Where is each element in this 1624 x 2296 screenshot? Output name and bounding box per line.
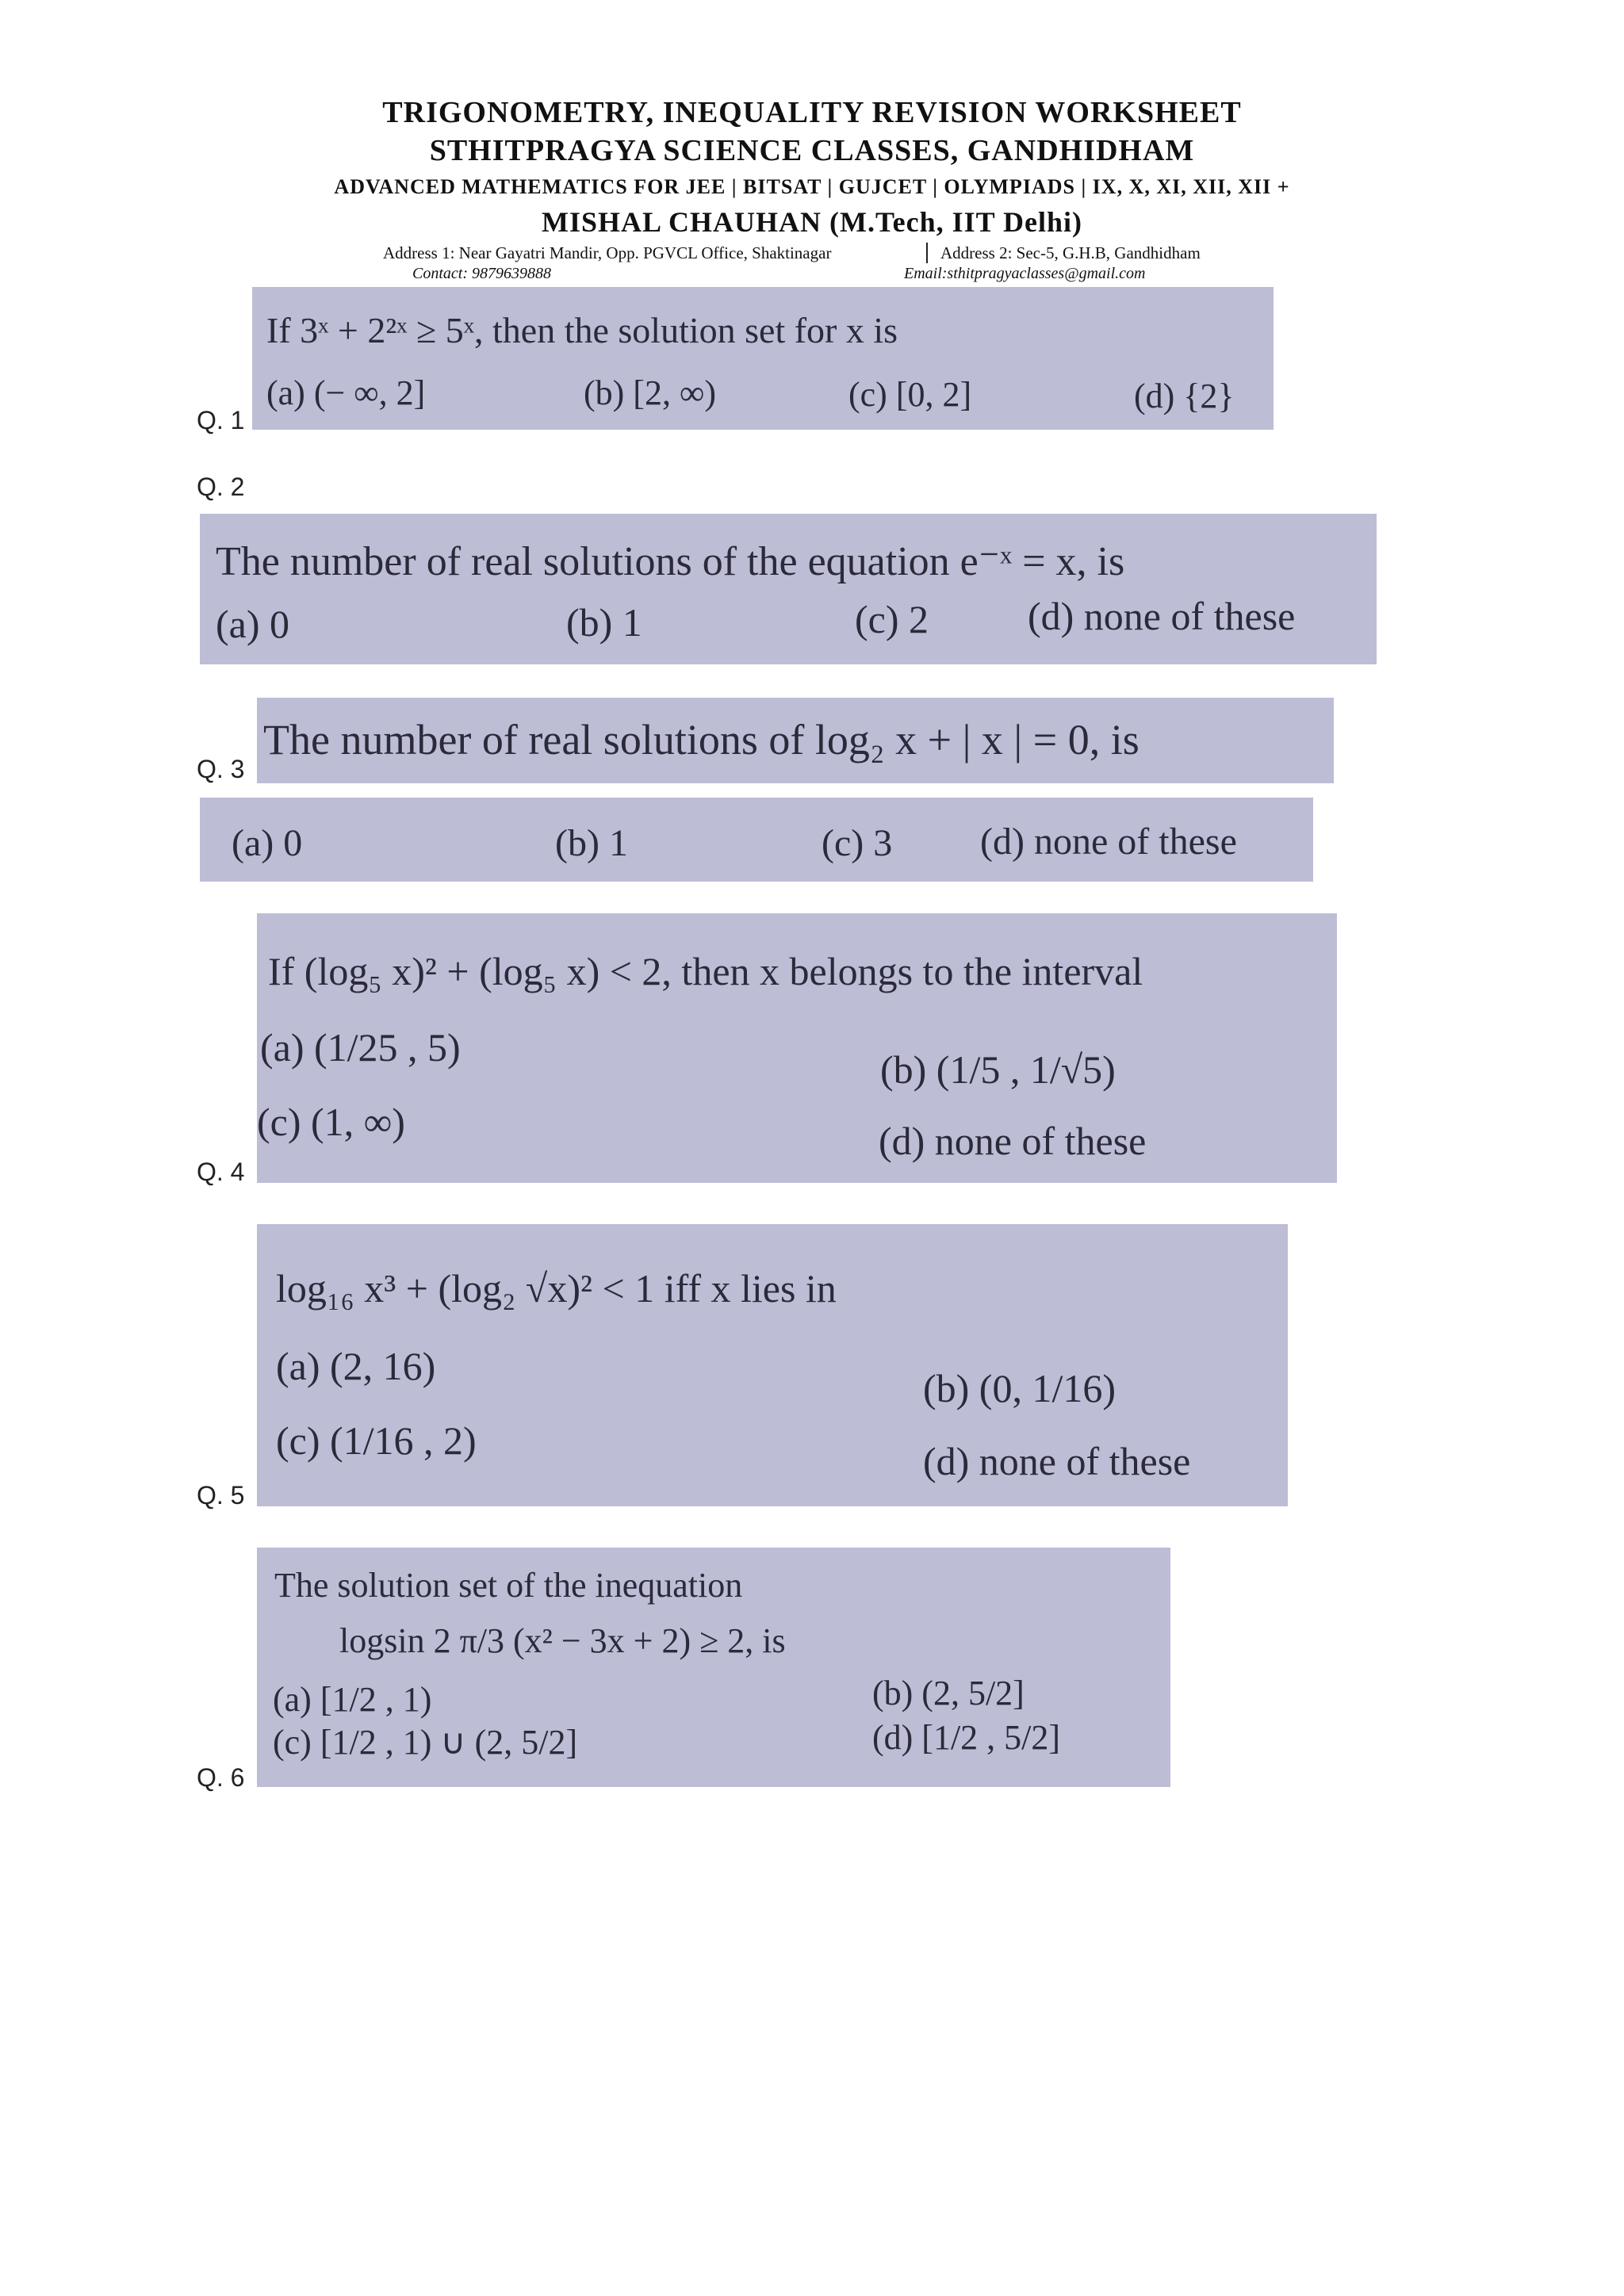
question-6-stem: The solution set of the inequation bbox=[274, 1566, 743, 1605]
courses-line: ADVANCED MATHEMATICS FOR JEE | BITSAT | GUJCET | OLYMPIADS | IX, X, XI, XII, XII + bbox=[334, 175, 1290, 198]
address-2: Address 2: Sec-5, G.H.B, Gandhidham bbox=[940, 243, 1201, 262]
question-3-option-b: (b) 1 bbox=[555, 822, 628, 864]
question-2-image bbox=[200, 514, 1377, 664]
question-6-option-b: (b) (2, 5/2] bbox=[872, 1674, 1025, 1712]
question-1-stem: If 3ˣ + 2²ˣ ≥ 5ˣ, then the solution set for x is bbox=[266, 310, 898, 350]
worksheet-title: TRIGONOMETRY, INEQUALITY REVISION WORKSHEET bbox=[382, 96, 1242, 129]
question-5-option-d: (d) none of these bbox=[923, 1439, 1191, 1483]
question-label: Q. 1 bbox=[197, 406, 245, 434]
worksheet-header bbox=[0, 94, 1624, 241]
question-2-stem: The number of real solutions of the equation e⁻ˣ = x, is bbox=[216, 539, 1125, 584]
question-4-option-b: (b) (1/5 , 1/√5) bbox=[880, 1047, 1116, 1092]
contact-number: Contact: 9879639888 bbox=[412, 265, 551, 282]
contact-email: Email:sthitpragyaclasses@gmail.com bbox=[904, 265, 1146, 282]
teacher-name: MISHAL CHAUHAN (M.Tech, IIT Delhi) bbox=[541, 206, 1083, 238]
question-5-option-b: (b) (0, 1/16) bbox=[923, 1366, 1116, 1410]
question-2-option-a: (a) 0 bbox=[216, 602, 289, 646]
question-label: Q. 3 bbox=[197, 755, 245, 783]
question-label: Q. 6 bbox=[197, 1763, 245, 1792]
question-6-option-c: (c) [1/2 , 1) ∪ (2, 5/2] bbox=[273, 1723, 578, 1762]
question-1-option-b: (b) [2, ∞) bbox=[584, 373, 716, 412]
question-3-stem: The number of real solutions of log₂ x + | x | = 0, is bbox=[263, 716, 1139, 763]
question-2-option-c: (c) 2 bbox=[855, 597, 929, 641]
question-4-image bbox=[257, 913, 1337, 1183]
question-6-image bbox=[257, 1548, 1170, 1787]
question-2-option-d: (d) none of these bbox=[1028, 594, 1296, 638]
question-2-option-b: (b) 1 bbox=[566, 600, 642, 645]
question-4-option-a: (a) (1/25 , 5) bbox=[260, 1025, 461, 1070]
question-3-option-c: (c) 3 bbox=[822, 822, 893, 864]
question-5-image bbox=[257, 1224, 1288, 1506]
institute-name: STHITPRAGYA SCIENCE CLASSES, GANDHIDHAM bbox=[429, 134, 1195, 167]
question-label: Q. 4 bbox=[197, 1158, 245, 1186]
question-6-stem-line2: logsin 2 π/3 (x² − 3x + 2) ≥ 2, is bbox=[339, 1621, 786, 1660]
question-1-image bbox=[252, 287, 1274, 430]
question-4-stem: If (log₅ x)² + (log₅ x) < 2, then x belongs to the interval bbox=[268, 949, 1143, 993]
question-3-option-d: (d) none of these bbox=[980, 821, 1237, 863]
question-5-option-c: (c) (1/16 , 2) bbox=[276, 1418, 477, 1463]
question-1-option-d: (d) {2} bbox=[1134, 377, 1235, 415]
question-3-options-image bbox=[200, 798, 1313, 882]
question-3-stem-image bbox=[257, 698, 1334, 783]
question-4-option-d: (d) none of these bbox=[879, 1119, 1147, 1163]
question-6-option-d: (d) [1/2 , 5/2] bbox=[872, 1718, 1061, 1757]
question-label: Q. 5 bbox=[197, 1481, 245, 1510]
question-1-option-a: (a) (− ∞, 2] bbox=[266, 373, 426, 412]
address-divider bbox=[926, 243, 928, 263]
address-1: Address 1: Near Gayatri Mandir, Opp. PGVCL Office, Shaktinagar bbox=[383, 243, 832, 262]
question-label: Q. 2 bbox=[197, 473, 245, 501]
question-6-option-a: (a) [1/2 , 1) bbox=[273, 1680, 432, 1719]
question-5-stem: log₁₆ x³ + (log₂ √x)² < 1 iff x lies in bbox=[276, 1266, 837, 1311]
question-3-option-a: (a) 0 bbox=[232, 822, 303, 864]
question-5-option-a: (a) (2, 16) bbox=[276, 1344, 436, 1388]
question-4-option-c: (c) (1, ∞) bbox=[257, 1100, 405, 1144]
question-1-option-c: (c) [0, 2] bbox=[848, 375, 972, 414]
